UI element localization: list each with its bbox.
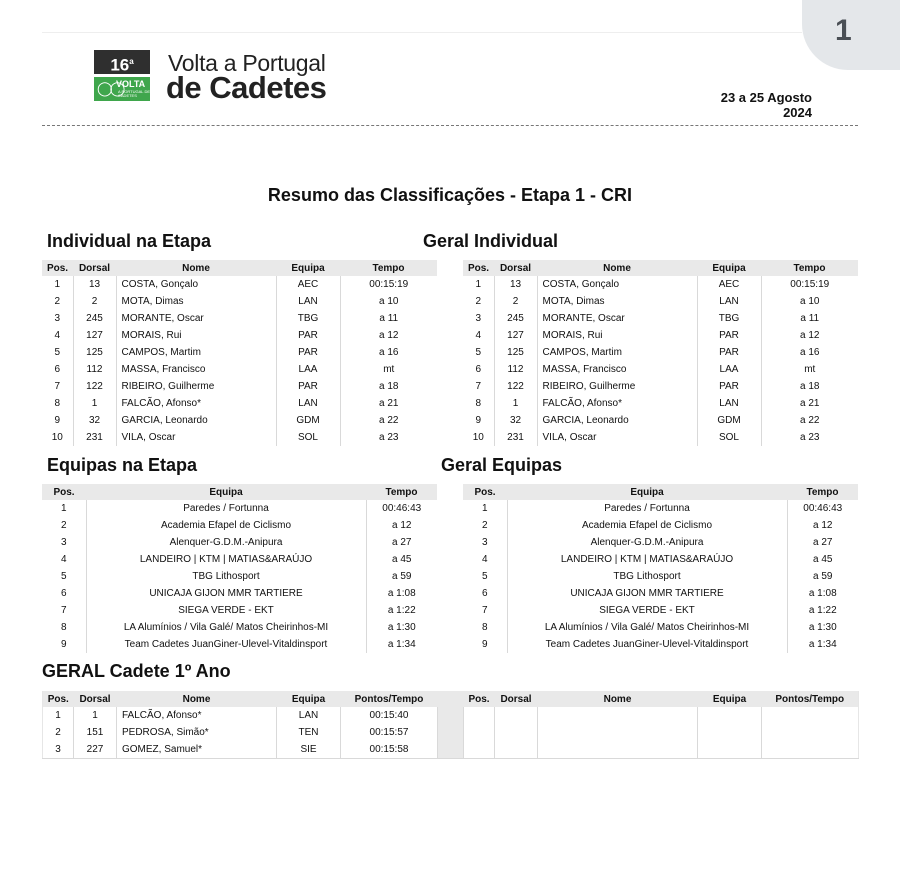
- table-cell: a 1:34: [787, 636, 858, 653]
- logo-emblem: [94, 77, 150, 101]
- table-row: [43, 741, 859, 759]
- table-cell: 2: [54, 296, 61, 307]
- table-row: [42, 636, 437, 653]
- table-row: [42, 619, 437, 636]
- table-cell: 5: [60, 571, 67, 582]
- logo-edition-suffix: a: [129, 57, 134, 66]
- table-cell: MORANTE, Oscar: [116, 310, 276, 327]
- table-row: [463, 276, 858, 293]
- table-row: [42, 517, 437, 534]
- col-dorsal: Dorsal: [494, 260, 537, 276]
- bicycle-icon: ◯◯: [97, 80, 123, 96]
- table-cell: LAN: [277, 707, 341, 724]
- table-cell: FALCÃO, Afonso*: [537, 395, 697, 412]
- col-pos: Pos.: [463, 260, 494, 276]
- table-cell: a 1:22: [787, 602, 858, 619]
- table-row: [463, 344, 858, 361]
- dashed-divider: [42, 125, 858, 126]
- table-row: [463, 534, 858, 551]
- table-cell: 6: [54, 364, 61, 375]
- table-cell: 2: [481, 520, 488, 531]
- table-cell: a 1:30: [787, 619, 858, 636]
- event-dates: [700, 90, 812, 120]
- table-cell: Alenquer-G.D.M.-Anipura: [86, 534, 366, 551]
- table-row: [463, 500, 858, 517]
- table-cell: GARCIA, Leonardo: [537, 412, 697, 429]
- empty-cell: [464, 741, 495, 759]
- table-cell: 227: [74, 741, 117, 759]
- table-cell: 4: [481, 554, 488, 565]
- table-cell: 13: [73, 276, 116, 293]
- top-divider: [42, 32, 802, 33]
- table-cell: 8: [481, 622, 488, 633]
- table-cell: 32: [494, 412, 537, 429]
- table-cell: 00:15:19: [761, 276, 858, 293]
- logo-edition: [94, 50, 150, 74]
- table-cell: a 16: [340, 344, 437, 361]
- table-cell: 00:15:57: [341, 724, 438, 741]
- empty-cell: [538, 707, 698, 724]
- table-cell: 1: [55, 710, 61, 721]
- col-pos: Pos.: [463, 484, 507, 500]
- event-date-range: 23 a 25 Agosto: [720, 90, 812, 105]
- table-cell: PAR: [697, 378, 761, 395]
- table-cell: 00:15:40: [341, 707, 438, 724]
- col-nome: Nome: [537, 260, 697, 276]
- table-cell: a 21: [761, 395, 858, 412]
- table-row: [42, 327, 437, 344]
- event-name-line2: de Cadetes: [166, 70, 327, 105]
- table-row: [463, 327, 858, 344]
- table-cell: a 59: [787, 568, 858, 585]
- table-cell: a 1:22: [366, 602, 437, 619]
- table-cell: LA Alumínios / Vila Galé/ Matos Cheirinhos-MI: [507, 619, 787, 636]
- table-cell: 1: [74, 707, 117, 724]
- heading-geral-equipas: Geral Equipas: [441, 455, 563, 475]
- col-equipa: Equipa: [86, 484, 366, 500]
- empty-cell: [538, 724, 698, 741]
- table-row: [463, 517, 858, 534]
- table-cell: a 1:30: [366, 619, 437, 636]
- table-cell: 7: [54, 381, 61, 392]
- table-cell: 112: [494, 361, 537, 378]
- table-row: [43, 707, 859, 724]
- table-cell: 8: [54, 398, 61, 409]
- spacer-cell: [438, 707, 464, 724]
- table-cell: 2: [55, 727, 61, 738]
- table-cell: LAN: [276, 395, 340, 412]
- table-individual-etapa: [42, 260, 437, 446]
- col-nome-right: Nome: [538, 691, 698, 707]
- table-row: [42, 276, 437, 293]
- table-cell: 4: [54, 330, 61, 341]
- col-dorsal-right: Dorsal: [495, 691, 538, 707]
- col-equipa: Equipa: [276, 260, 340, 276]
- col-dorsal: Dorsal: [74, 691, 117, 707]
- table-cell: 3: [481, 537, 488, 548]
- table-cell: VILA, Oscar: [116, 429, 276, 446]
- table-cell: Paredes / Fortunna: [507, 500, 787, 517]
- col-equipa-right: Equipa: [698, 691, 762, 707]
- table-cell: 125: [494, 344, 537, 361]
- table-geral-cadete: [42, 691, 859, 759]
- table-header: [463, 260, 858, 276]
- table-cell: GOMEZ, Samuel*: [117, 741, 277, 759]
- table-cell: LANDEIRO | KTM | MATIAS&ARAÚJO: [507, 551, 787, 568]
- table-cell: 4: [60, 554, 67, 565]
- event-year: 2024: [783, 105, 812, 120]
- table-cell: SIEGA VERDE - EKT: [86, 602, 366, 619]
- table-cell: Alenquer-G.D.M.-Anipura: [507, 534, 787, 551]
- table-cell: LAN: [276, 293, 340, 310]
- table-cell: 1: [475, 279, 482, 290]
- table-cell: PAR: [276, 378, 340, 395]
- empty-cell: [698, 741, 762, 759]
- table-row: [463, 551, 858, 568]
- table-row: [42, 344, 437, 361]
- table-cell: 122: [73, 378, 116, 395]
- table-row: [463, 429, 858, 446]
- table-cell: 2: [73, 293, 116, 310]
- table-row: [42, 293, 437, 310]
- empty-cell: [762, 724, 859, 741]
- col-spacer: [438, 691, 464, 707]
- col-pos-right: Pos.: [464, 691, 495, 707]
- table-cell: FALCÃO, Afonso*: [116, 395, 276, 412]
- page-number: 1: [835, 14, 852, 47]
- col-tempo: Tempo: [366, 484, 437, 500]
- table-cell: 127: [494, 327, 537, 344]
- table-cell: 00:46:43: [787, 500, 858, 517]
- col-nome: Nome: [117, 691, 277, 707]
- table-cell: 32: [73, 412, 116, 429]
- table-cell: 3: [55, 744, 61, 755]
- heading-geral-cadete: GERAL Cadete 1º Ano: [42, 661, 231, 681]
- table-cell: GDM: [697, 412, 761, 429]
- table-body: [42, 500, 437, 653]
- col-dorsal: Dorsal: [73, 260, 116, 276]
- table-cell: a 12: [761, 327, 858, 344]
- table-cell: a 16: [761, 344, 858, 361]
- table-cell: MASSA, Francisco: [537, 361, 697, 378]
- table-row: [42, 412, 437, 429]
- table-row: [42, 361, 437, 378]
- col-pontos-tempo-right: Pontos/Tempo: [762, 691, 859, 707]
- table-cell: a 45: [366, 551, 437, 568]
- table-cell: a 12: [787, 517, 858, 534]
- table-cell: Academia Efapel de Ciclismo: [86, 517, 366, 534]
- table-geral-individual: [463, 260, 858, 446]
- table-cell: FALCÃO, Afonso*: [117, 707, 277, 724]
- table-cell: a 27: [366, 534, 437, 551]
- empty-cell: [495, 741, 538, 759]
- table-cell: UNICAJA GIJON MMR TARTIERE: [507, 585, 787, 602]
- table-row: [463, 378, 858, 395]
- table-equipas-etapa: [42, 484, 437, 653]
- table-cell: 7: [481, 605, 488, 616]
- table-cell: 5: [481, 571, 488, 582]
- table-cell: 00:15:58: [341, 741, 438, 759]
- table-cell: Team Cadetes JuanGiner-Ulevel-Vitaldinsport: [86, 636, 366, 653]
- table-cell: MORAIS, Rui: [116, 327, 276, 344]
- empty-cell: [495, 724, 538, 741]
- col-tempo: Tempo: [787, 484, 858, 500]
- table-cell: 8: [475, 398, 482, 409]
- table-cell: GARCIA, Leonardo: [116, 412, 276, 429]
- empty-cell: [495, 707, 538, 724]
- table-cell: TBG: [697, 310, 761, 327]
- table-cell: LAA: [697, 361, 761, 378]
- table-cell: PAR: [276, 344, 340, 361]
- table-cell: COSTA, Gonçalo: [116, 276, 276, 293]
- table-row: [463, 585, 858, 602]
- table-cell: 9: [481, 639, 488, 650]
- table-cell: SOL: [276, 429, 340, 446]
- table-cell: a 18: [340, 378, 437, 395]
- table-cell: PEDROSA, Simão*: [117, 724, 277, 741]
- table-cell: 3: [475, 313, 482, 324]
- table-cell: a 12: [340, 327, 437, 344]
- table-cell: GDM: [276, 412, 340, 429]
- table-cell: 7: [60, 605, 67, 616]
- table-cell: 125: [73, 344, 116, 361]
- table-cell: 13: [494, 276, 537, 293]
- table-row: [463, 310, 858, 327]
- table-cell: COSTA, Gonçalo: [537, 276, 697, 293]
- event-name-line1: Volta a Portugal: [168, 50, 326, 76]
- table-row: [42, 395, 437, 412]
- table-cell: 3: [60, 537, 67, 548]
- table-body: [43, 707, 859, 759]
- logo-edition-number: 16: [110, 55, 130, 75]
- table-cell: 1: [73, 395, 116, 412]
- table-cell: a 18: [761, 378, 858, 395]
- table-cell: 4: [475, 330, 482, 341]
- heading-geral-individual: Geral Individual: [423, 231, 559, 251]
- table-cell: TBG: [276, 310, 340, 327]
- empty-cell: [698, 724, 762, 741]
- table-cell: a 10: [761, 293, 858, 310]
- logo-subtext: A PORTUGAL DE CADETES: [118, 89, 151, 98]
- event-logo: [94, 50, 150, 101]
- table-row: [42, 500, 437, 517]
- empty-cell: [762, 707, 859, 724]
- table-cell: a 22: [761, 412, 858, 429]
- table-cell: LAA: [276, 361, 340, 378]
- table-cell: RIBEIRO, Guilherme: [116, 378, 276, 395]
- table-cell: MASSA, Francisco: [116, 361, 276, 378]
- table-cell: MORAIS, Rui: [537, 327, 697, 344]
- table-cell: 00:46:43: [366, 500, 437, 517]
- table-body: [463, 276, 858, 446]
- table-cell: 10: [472, 432, 484, 443]
- table-cell: 7: [475, 381, 482, 392]
- table-cell: 5: [54, 347, 61, 358]
- table-row: [42, 534, 437, 551]
- table-cell: a 23: [761, 429, 858, 446]
- table-cell: MOTA, Dimas: [537, 293, 697, 310]
- col-pontos-tempo: Pontos/Tempo: [341, 691, 438, 707]
- col-tempo: Tempo: [761, 260, 858, 276]
- heading-equipas-etapa: Equipas na Etapa: [47, 455, 198, 475]
- table-cell: a 1:08: [366, 585, 437, 602]
- table-row: [42, 551, 437, 568]
- empty-cell: [698, 707, 762, 724]
- table-row: [42, 429, 437, 446]
- table-cell: 6: [481, 588, 488, 599]
- col-tempo: Tempo: [340, 260, 437, 276]
- table-row: [463, 293, 858, 310]
- table-cell: 5: [475, 347, 482, 358]
- col-pos: Pos.: [42, 484, 86, 500]
- table-cell: SOL: [697, 429, 761, 446]
- spacer-cell: [438, 741, 464, 759]
- table-cell: LAN: [697, 395, 761, 412]
- table-cell: 10: [51, 432, 63, 443]
- table-cell: 6: [475, 364, 482, 375]
- table-cell: 2: [494, 293, 537, 310]
- table-header: [463, 484, 858, 500]
- col-equipa: Equipa: [277, 691, 341, 707]
- empty-cell: [538, 741, 698, 759]
- table-cell: a 11: [761, 310, 858, 327]
- table-cell: AEC: [276, 276, 340, 293]
- table-row: [42, 310, 437, 327]
- table-header: [42, 484, 437, 500]
- table-cell: mt: [761, 361, 858, 378]
- table-cell: 1: [481, 503, 488, 514]
- table-cell: a 10: [340, 293, 437, 310]
- col-nome: Nome: [116, 260, 276, 276]
- col-equipa: Equipa: [507, 484, 787, 500]
- table-cell: PAR: [276, 327, 340, 344]
- empty-cell: [464, 724, 495, 741]
- table-cell: a 11: [340, 310, 437, 327]
- table-cell: a 22: [340, 412, 437, 429]
- table-cell: a 23: [340, 429, 437, 446]
- table-cell: Paredes / Fortunna: [86, 500, 366, 517]
- table-cell: a 1:08: [787, 585, 858, 602]
- table-cell: LAN: [697, 293, 761, 310]
- empty-cell: [762, 741, 859, 759]
- table-cell: a 1:34: [366, 636, 437, 653]
- table-cell: a 12: [366, 517, 437, 534]
- table-cell: MOTA, Dimas: [116, 293, 276, 310]
- table-cell: 1: [60, 503, 67, 514]
- table-row: [463, 568, 858, 585]
- table-cell: 9: [475, 415, 482, 426]
- table-cell: CAMPOS, Martim: [537, 344, 697, 361]
- col-equipa: Equipa: [697, 260, 761, 276]
- table-cell: VILA, Oscar: [537, 429, 697, 446]
- table-cell: CAMPOS, Martim: [116, 344, 276, 361]
- table-row: [42, 585, 437, 602]
- table-cell: TBG Lithosport: [507, 568, 787, 585]
- table-row: [42, 568, 437, 585]
- table-cell: 2: [475, 296, 482, 307]
- table-cell: RIBEIRO, Guilherme: [537, 378, 697, 395]
- table-cell: mt: [340, 361, 437, 378]
- table-cell: 00:15:19: [340, 276, 437, 293]
- table-row: [42, 378, 437, 395]
- table-cell: UNICAJA GIJON MMR TARTIERE: [86, 585, 366, 602]
- table-cell: 231: [73, 429, 116, 446]
- table-row: [43, 724, 859, 741]
- table-geral-equipas: [463, 484, 858, 653]
- empty-cell: [464, 707, 495, 724]
- table-cell: 1: [494, 395, 537, 412]
- spacer-cell: [438, 724, 464, 741]
- table-cell: TEN: [277, 724, 341, 741]
- table-cell: a 27: [787, 534, 858, 551]
- table-cell: AEC: [697, 276, 761, 293]
- table-body: [463, 500, 858, 653]
- table-cell: MORANTE, Oscar: [537, 310, 697, 327]
- logo-volta: VOLTA: [116, 79, 146, 89]
- table-body: [42, 276, 437, 446]
- col-pos: Pos.: [43, 691, 74, 707]
- table-cell: a 59: [366, 568, 437, 585]
- table-cell: 6: [60, 588, 67, 599]
- table-cell: 1: [54, 279, 61, 290]
- table-cell: PAR: [697, 344, 761, 361]
- table-cell: 245: [73, 310, 116, 327]
- table-cell: PAR: [697, 327, 761, 344]
- table-cell: Academia Efapel de Ciclismo: [507, 517, 787, 534]
- table-cell: 112: [73, 361, 116, 378]
- table-cell: 231: [494, 429, 537, 446]
- table-cell: a 45: [787, 551, 858, 568]
- table-cell: LA Alumínios / Vila Galé/ Matos Cheirinhos-MI: [86, 619, 366, 636]
- table-cell: 245: [494, 310, 537, 327]
- table-row: [42, 602, 437, 619]
- table-cell: a 21: [340, 395, 437, 412]
- table-cell: SIE: [277, 741, 341, 759]
- table-cell: TBG Lithosport: [86, 568, 366, 585]
- table-cell: 122: [494, 378, 537, 395]
- table-cell: 9: [60, 639, 67, 650]
- table-cell: 151: [74, 724, 117, 741]
- table-cell: Team Cadetes JuanGiner-Ulevel-Vitaldinsport: [507, 636, 787, 653]
- heading-individual-etapa: Individual na Etapa: [47, 231, 212, 251]
- table-row: [463, 395, 858, 412]
- table-cell: 9: [54, 415, 61, 426]
- table-row: [463, 412, 858, 429]
- table-header: [42, 260, 437, 276]
- table-cell: LANDEIRO | KTM | MATIAS&ARAÚJO: [86, 551, 366, 568]
- table-row: [463, 602, 858, 619]
- table-cell: 2: [60, 520, 67, 531]
- table-header: [43, 691, 859, 707]
- table-row: [463, 619, 858, 636]
- col-pos: Pos.: [42, 260, 73, 276]
- table-row: [463, 636, 858, 653]
- table-cell: 127: [73, 327, 116, 344]
- table-cell: SIEGA VERDE - EKT: [507, 602, 787, 619]
- table-row: [463, 361, 858, 378]
- table-cell: 8: [60, 622, 67, 633]
- table-cell: 3: [54, 313, 61, 324]
- page-title: Resumo das Classificações - Etapa 1 - CRI: [267, 185, 633, 205]
